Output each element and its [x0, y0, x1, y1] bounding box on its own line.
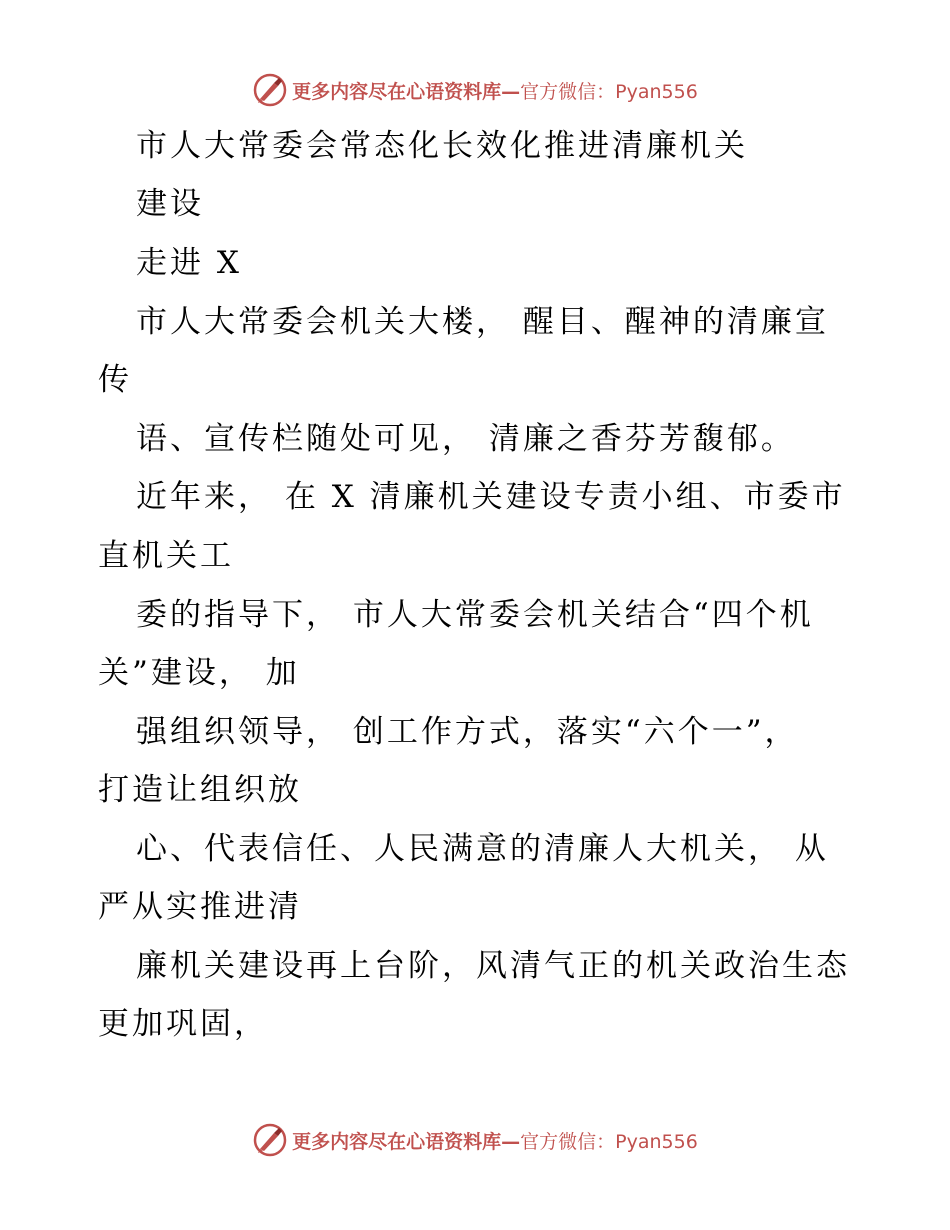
watermark-wechat: 官方微信：Pyan556 — [520, 1130, 698, 1153]
paragraph-line: 严从实推进清 — [98, 889, 302, 925]
paragraph-line: 传 — [98, 362, 132, 398]
watermark-brand: 更多内容尽在心语资料库— — [292, 80, 521, 103]
doc-title-line-2: 建设 — [136, 186, 204, 222]
paragraph-line: 打造让组织放 — [98, 772, 302, 808]
watermark-header — [0, 70, 950, 110]
pen-logo-icon — [252, 72, 288, 108]
paragraph-line: 廉机关建设再上台阶，风清气正的机关政治生态 — [136, 948, 850, 984]
pen-logo-icon — [252, 1122, 288, 1158]
paragraph-line: 语、宣传栏随处可见， 清廉之香芬芳馥郁。 — [136, 421, 795, 457]
watermark-wechat: 官方微信：Pyan556 — [520, 80, 698, 103]
paragraph-line: 近年来， 在 X 清廉机关建设专责小组、市委市 — [136, 479, 846, 515]
watermark-footer — [0, 1120, 950, 1160]
paragraph-line: 强组织领导， 创工作方式，落实“六个一”， — [136, 714, 799, 750]
paragraph-line: 直机关工 — [98, 538, 234, 574]
paragraph-line: 心、代表信任、人民满意的清廉人大机关， 从 — [136, 831, 829, 867]
paragraph-line: 委的指导下， 市人大常委会机关结合“四个机 — [136, 597, 814, 633]
doc-title-line-1: 市人大常委会常态化长效化推进清廉机关 — [136, 128, 748, 164]
watermark-brand: 更多内容尽在心语资料库— — [292, 1130, 521, 1153]
paragraph-line: 更加巩固， — [98, 1006, 268, 1042]
paragraph-line: 关”建设， 加 — [98, 655, 300, 691]
paragraph-line: 走进 X — [136, 245, 242, 281]
paragraph-line: 市人大常委会机关大楼， 醒目、醒神的清廉宣 — [136, 304, 829, 340]
